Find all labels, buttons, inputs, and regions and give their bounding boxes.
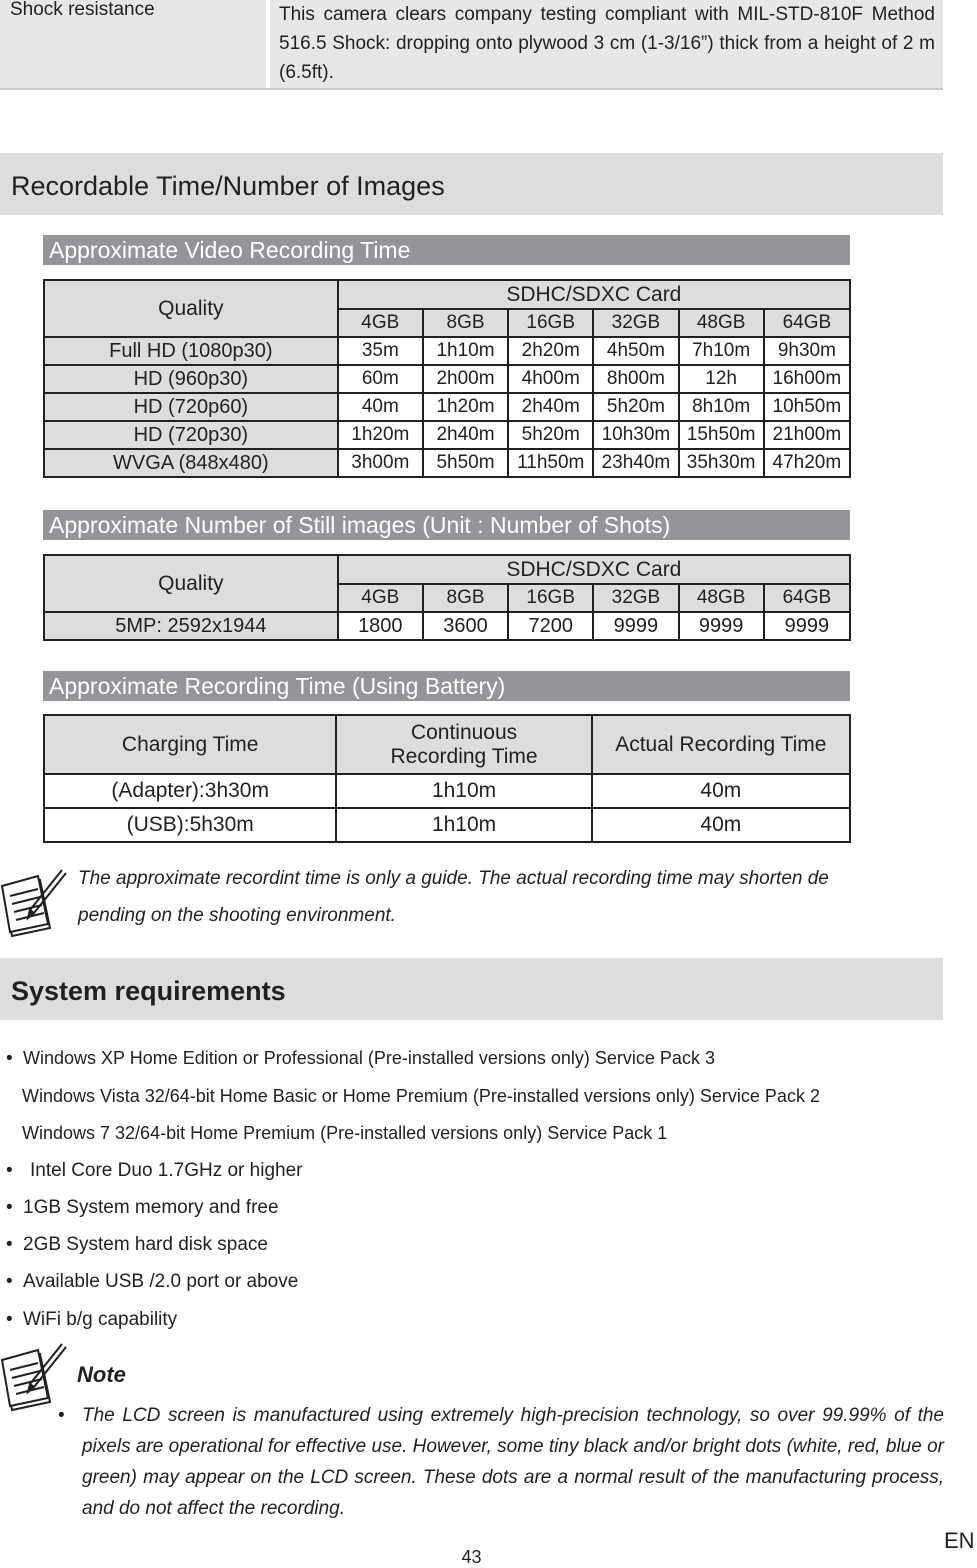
table-row	[44, 808, 850, 842]
list-item-text: Windows 7 32/64-bit Home Premium (Pre-installed versions only) Service Pack 1	[22, 1123, 668, 1143]
quality-cell: HD (960p30)	[44, 365, 338, 393]
time-cell: 2h40m	[508, 393, 593, 421]
quality-cell: 5MP: 2592x1944	[44, 612, 338, 640]
system-requirements-title: System requirements	[0, 958, 943, 1020]
capacity-header: 64GB	[764, 584, 850, 612]
time-cell: 2h40m	[423, 421, 508, 449]
continuous-cell: 1h10m	[336, 808, 591, 842]
still-table-title: Approximate Number of Still images (Unit : Number of Shots)	[43, 510, 850, 540]
actual-time-header: Actual Recording Time	[592, 715, 850, 774]
time-cell: 5h50m	[423, 449, 508, 477]
capacity-header: 8GB	[423, 309, 508, 337]
time-cell: 21h00m	[764, 421, 850, 449]
list-item-text: 2GB System hard disk space	[23, 1234, 268, 1255]
time-cell: 2h00m	[423, 365, 508, 393]
time-cell: 40m	[338, 393, 423, 421]
list-item-text: Available USB /2.0 port or above	[23, 1271, 299, 1292]
bullet: •	[6, 1234, 13, 1255]
bullet: •	[6, 1048, 13, 1069]
time-cell: 8h00m	[593, 365, 678, 393]
table-row	[44, 365, 850, 393]
card-header: SDHC/SDXC Card	[338, 555, 850, 584]
continuous-cell: 1h10m	[336, 774, 591, 808]
time-cell: 12h	[679, 365, 764, 393]
guide-note-line2: pending on the shooting environment.	[78, 905, 396, 926]
time-cell: 8h10m	[679, 393, 764, 421]
capacity-header: 16GB	[508, 309, 593, 337]
time-cell: 3h00m	[338, 449, 423, 477]
charging-cell: (Adapter):3h30m	[44, 774, 336, 808]
quality-header: Quality	[44, 280, 338, 337]
time-cell: 47h20m	[764, 449, 850, 477]
time-cell: 9h30m	[764, 337, 850, 365]
capacity-header: 64GB	[764, 309, 850, 337]
spec-divider	[0, 88, 943, 90]
quality-cell: Full HD (1080p30)	[44, 337, 338, 365]
shots-cell: 9999	[764, 612, 850, 640]
continuous-header-line1: Continuous	[410, 720, 518, 744]
time-cell: 10h50m	[764, 393, 850, 421]
recordable-section-title: Recordable Time/Number of Images	[0, 153, 943, 215]
list-item-text: WiFi b/g capability	[23, 1309, 178, 1330]
notepad-icon	[0, 866, 68, 938]
table-row	[44, 393, 850, 421]
time-cell: 5h20m	[508, 421, 593, 449]
capacity-header: 32GB	[593, 584, 678, 612]
time-cell: 4h50m	[593, 337, 678, 365]
time-cell: 7h10m	[679, 337, 764, 365]
battery-table-title: Approximate Recording Time (Using Battery)	[43, 671, 850, 701]
page-number: 43	[461, 1547, 482, 1567]
note-heading: Note	[77, 1362, 126, 1387]
shots-cell: 7200	[508, 612, 593, 640]
capacity-header: 32GB	[593, 309, 678, 337]
list-item-text: Intel Core Duo 1.7GHz or higher	[30, 1160, 303, 1181]
table-row	[44, 774, 850, 808]
time-cell: 23h40m	[593, 449, 678, 477]
battery-recording-table	[43, 714, 851, 843]
list-item-text: Windows XP Home Edition or Professional (Pre-installed versions only) Service Pack 3	[23, 1048, 715, 1068]
spec-label: Shock resistance	[0, 0, 266, 89]
list-item-text: 1GB System memory and free	[23, 1197, 279, 1218]
time-cell: 15h50m	[679, 421, 764, 449]
table-row	[44, 421, 850, 449]
still-images-table	[43, 554, 851, 641]
actual-cell: 40m	[592, 808, 850, 842]
time-cell: 5h20m	[593, 393, 678, 421]
time-cell: 1h20m	[423, 393, 508, 421]
continuous-time-header	[336, 715, 591, 774]
card-header: SDHC/SDXC Card	[338, 280, 850, 309]
shots-cell: 1800	[338, 612, 423, 640]
bullet: •	[58, 1405, 65, 1426]
quality-cell: WVGA (848x480)	[44, 449, 338, 477]
time-cell: 11h50m	[508, 449, 593, 477]
continuous-header-line2: Recording Time	[390, 744, 538, 768]
time-cell: 16h00m	[764, 365, 850, 393]
capacity-header: 16GB	[508, 584, 593, 612]
quality-cell: HD (720p60)	[44, 393, 338, 421]
spec-value: This camera clears company testing compliant with MIL-STD-810F Method 516.5 Shock: dropping onto plywood 3 cm (1-3/16”) thick from a height of 2 m (6.5ft).	[270, 0, 943, 89]
list-item-text: Windows Vista 32/64-bit Home Basic or Home Premium (Pre-installed versions only) Service Pack 2	[22, 1086, 820, 1106]
language-tag: EN	[944, 1528, 975, 1553]
shots-cell: 9999	[679, 612, 764, 640]
shots-cell: 3600	[423, 612, 508, 640]
charging-time-header: Charging Time	[44, 715, 336, 774]
guide-note-line1: The approximate recordint time is only a guide. The actual recording time may shorten de	[78, 868, 829, 889]
table-row	[44, 612, 850, 640]
quality-cell: HD (720p30)	[44, 421, 338, 449]
actual-cell: 40m	[592, 774, 850, 808]
bullet: •	[6, 1160, 13, 1181]
capacity-header: 4GB	[338, 309, 423, 337]
bullet: •	[6, 1197, 13, 1218]
capacity-header: 48GB	[679, 309, 764, 337]
time-cell: 4h00m	[508, 365, 593, 393]
shots-cell: 9999	[593, 612, 678, 640]
capacity-header: 48GB	[679, 584, 764, 612]
spec-row	[0, 0, 943, 89]
capacity-header: 4GB	[338, 584, 423, 612]
time-cell: 1h10m	[423, 337, 508, 365]
bullet: •	[6, 1309, 13, 1330]
bullet: •	[6, 1271, 13, 1292]
note-text: The LCD screen is manufactured using extremely high-precision technology, so over 99.99% of the pixels are operational for effective use. However, some tiny black and/or bright dots (white, red, blue or green) may appear on the LCD screen. These dots are a normal result of the manufacturing process, and do not affect the recording.	[82, 1405, 944, 1519]
quality-header: Quality	[44, 555, 338, 612]
time-cell: 35m	[338, 337, 423, 365]
table-row	[44, 449, 850, 477]
charging-cell: (USB):5h30m	[44, 808, 336, 842]
note-paragraph	[58, 1400, 944, 1524]
video-table-title: Approximate Video Recording Time	[43, 235, 850, 265]
table-row	[44, 337, 850, 365]
time-cell: 10h30m	[593, 421, 678, 449]
video-recording-table	[43, 279, 851, 478]
time-cell: 2h20m	[508, 337, 593, 365]
time-cell: 1h20m	[338, 421, 423, 449]
time-cell: 35h30m	[679, 449, 764, 477]
time-cell: 60m	[338, 365, 423, 393]
capacity-header: 8GB	[423, 584, 508, 612]
